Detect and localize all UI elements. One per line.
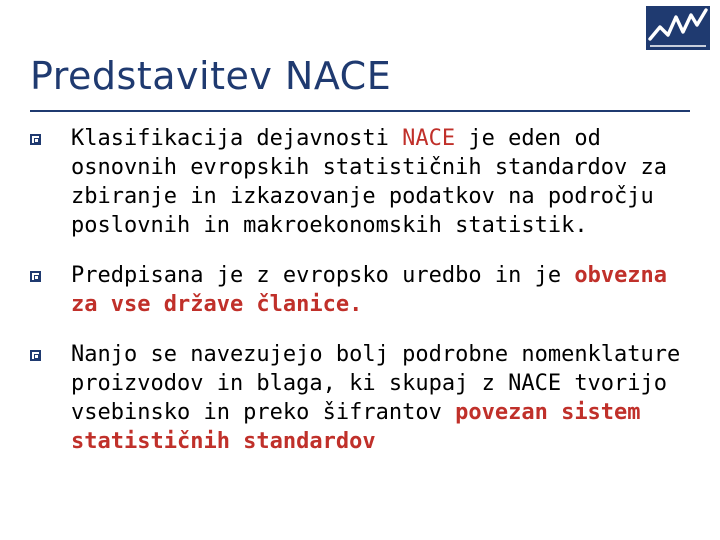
slide-title: Predstavitev NACE [30, 54, 392, 98]
bullet-text: Nanjo se navezujejo bolj podrobne nomenklature proizvodov in blaga, ki skupaj z NACE tvorijo vsebinsko in preko šifrantov [71, 342, 681, 425]
highlight-mandatory: obvezna za vse države članice. [71, 263, 668, 317]
bullet-text: Predpisana je z evropsko uredbo in je [71, 263, 575, 288]
box-bullet-icon [30, 350, 41, 361]
highlight-nace: NACE [402, 126, 456, 151]
bullet-text: je eden od osnovnih evropskih statističnih standardov za zbiranje in izkazovanje podatkov na področju poslovnih in makroekonomskih statistik. [71, 126, 668, 238]
bullet-item-regulation [30, 261, 695, 319]
bullet-text: Klasifikacija dejavnosti [71, 126, 403, 151]
box-bullet-icon [30, 134, 41, 145]
wave-signal-logo-icon [646, 6, 710, 50]
bullet-item-nomenclatures [30, 340, 695, 456]
highlight-standards-system: povezan sistem statističnih standardov [71, 400, 641, 454]
title-underline [30, 110, 690, 112]
bullet-list [30, 124, 695, 456]
box-bullet-icon [30, 271, 41, 282]
bullet-item-nace-definition [30, 124, 695, 240]
